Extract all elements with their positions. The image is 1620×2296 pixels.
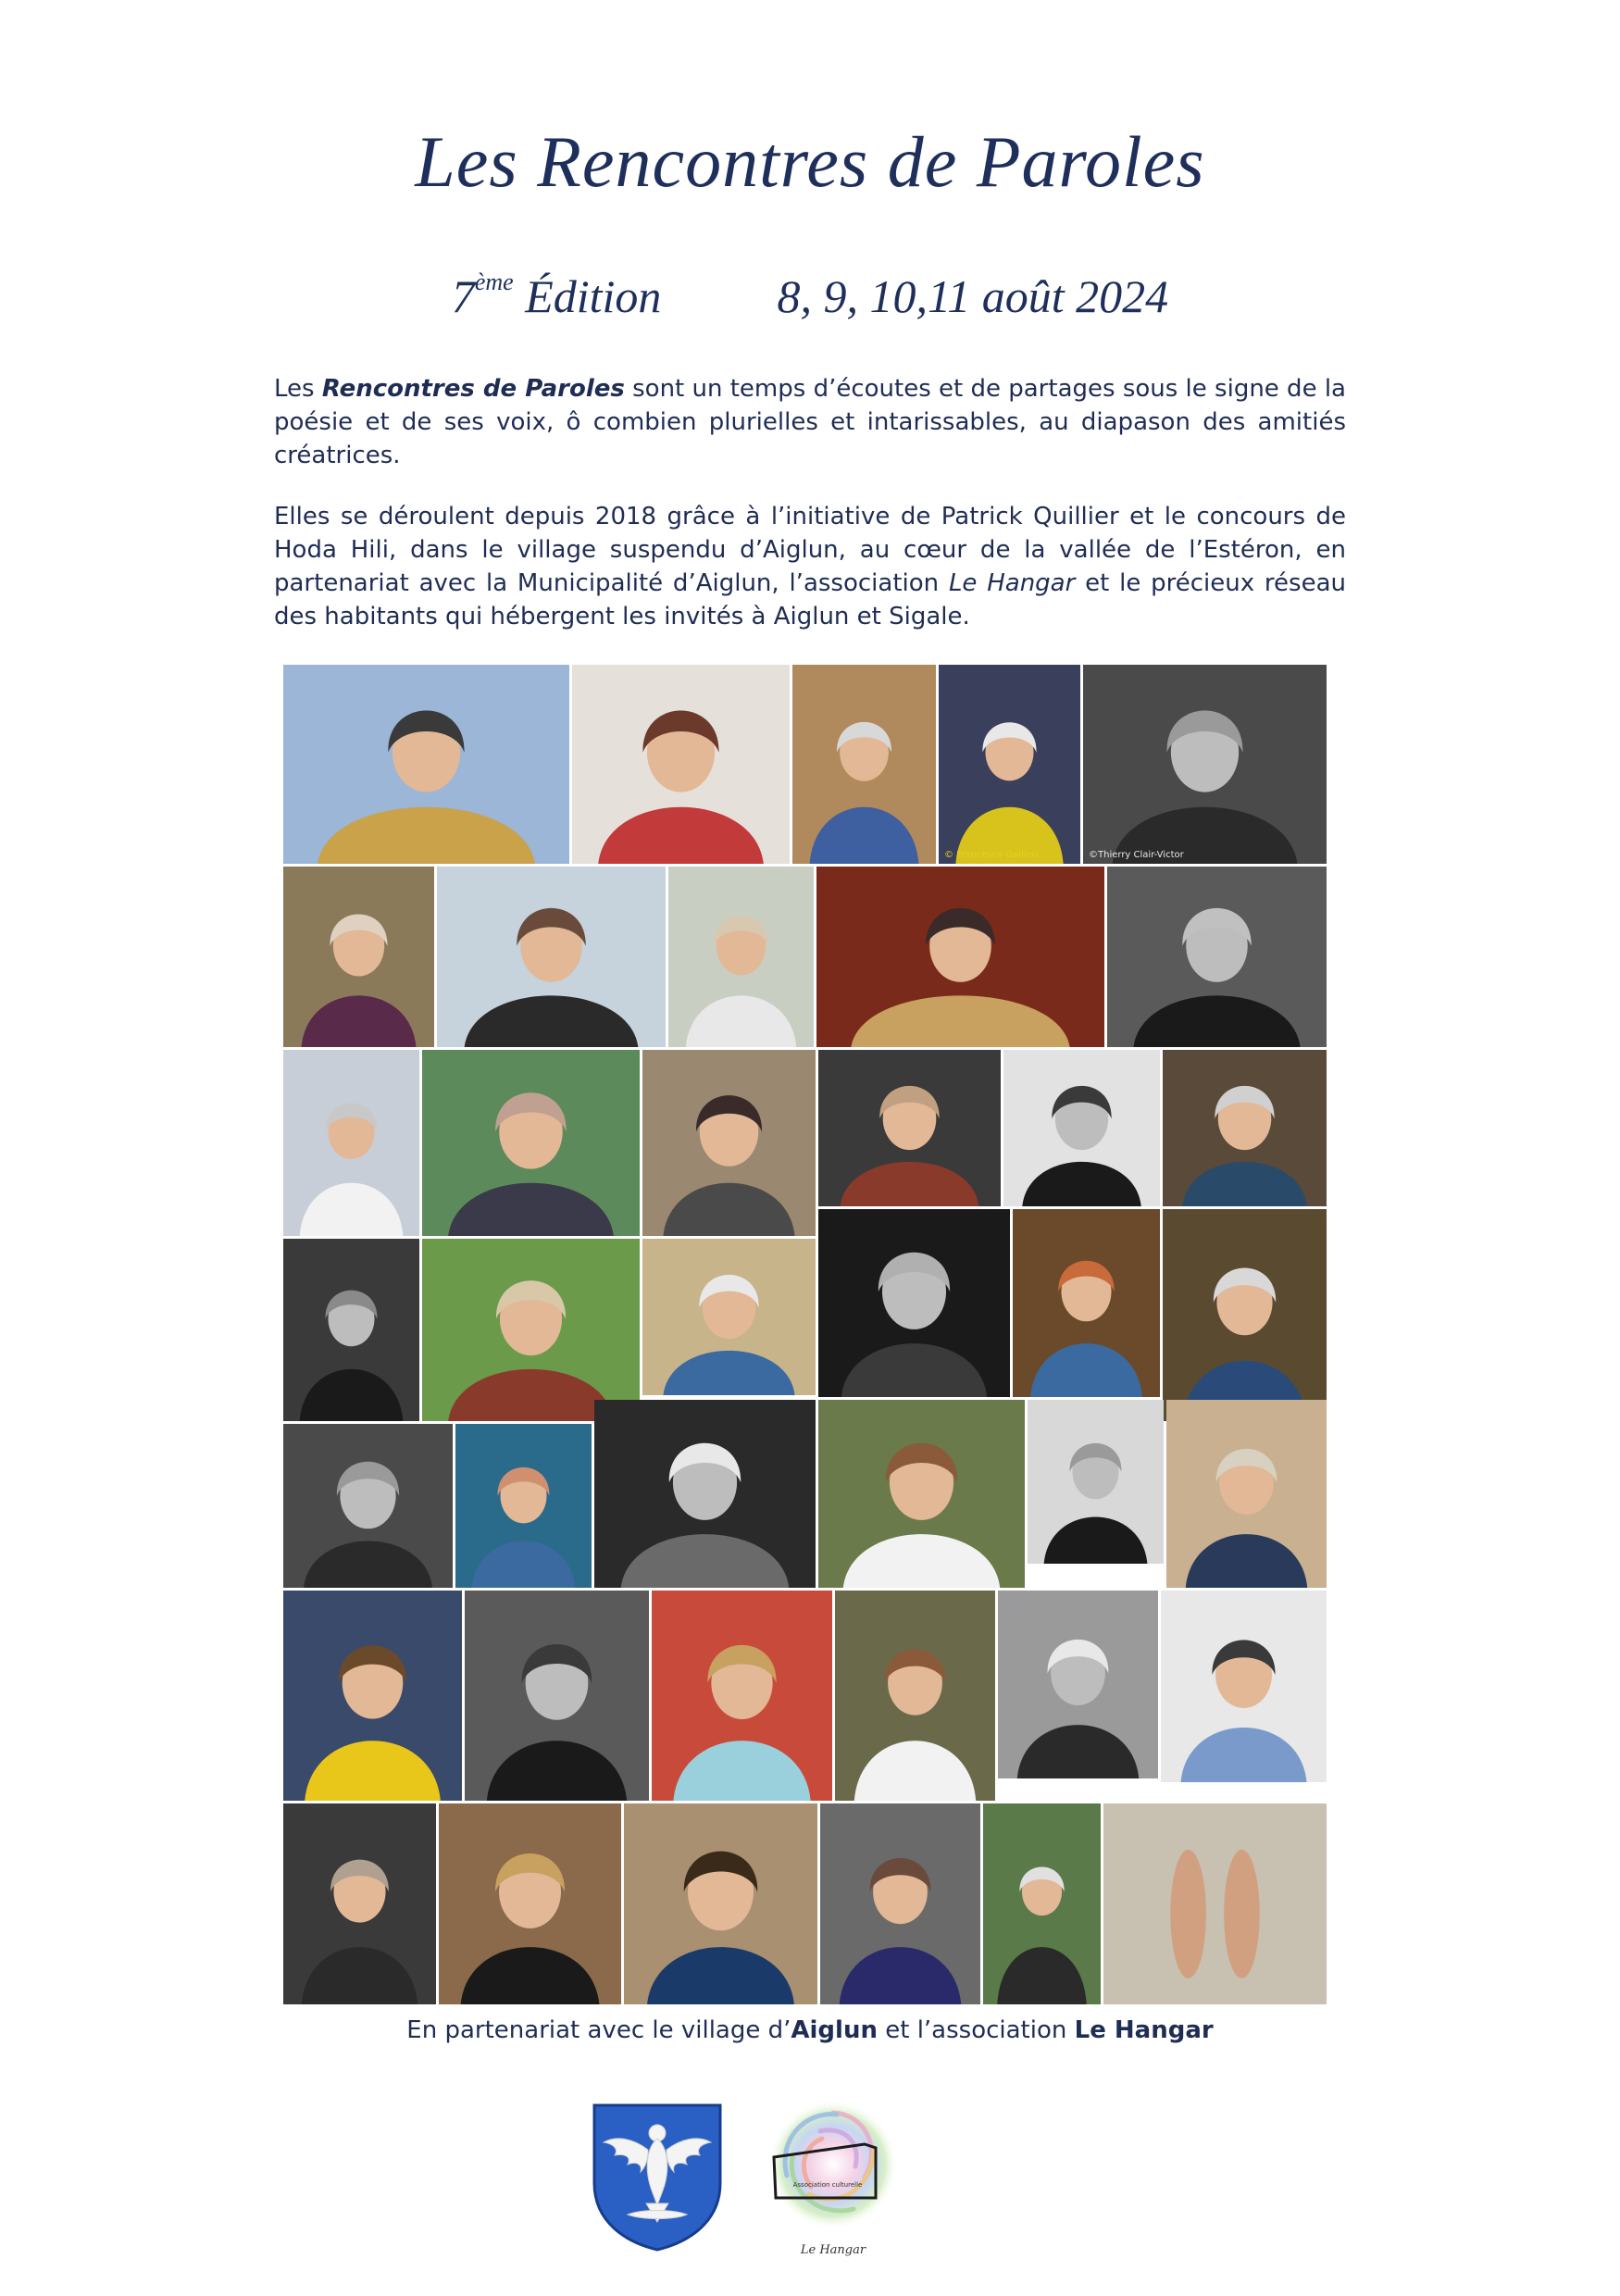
partner-association: Le Hangar	[1074, 2016, 1214, 2044]
hangar-logo-caption: Le Hangar	[800, 2243, 866, 2257]
aiglun-coat-of-arms-logo	[591, 2102, 724, 2253]
portrait-image	[437, 867, 666, 1047]
portrait-image	[1163, 1209, 1327, 1421]
portrait-image	[642, 1239, 816, 1395]
portrait-photo	[1163, 1050, 1327, 1206]
intro-p2-end: et le précieux réseau des habitants qui hébergent les invités à Aiglun et Sigale.	[274, 569, 1346, 630]
portrait-image	[818, 1400, 1025, 1588]
portrait-photo	[1103, 1803, 1327, 2004]
portrait-photo	[642, 1239, 816, 1395]
portrait-image	[652, 1591, 832, 1801]
event-name-emphasis: Rencontres de Paroles	[321, 375, 625, 403]
portrait-image	[1028, 1400, 1164, 1564]
portrait-photo	[437, 867, 666, 1047]
portrait-image	[835, 1591, 995, 1801]
portrait-photo	[1003, 1050, 1160, 1206]
portrait-image	[642, 1050, 816, 1236]
portrait-image	[792, 665, 936, 864]
portrait-image	[818, 1050, 1001, 1206]
intro-paragraph-1	[274, 372, 1346, 472]
portrait-image	[1163, 1050, 1327, 1206]
portrait-image	[465, 1591, 649, 1801]
portrait-photo	[983, 1803, 1101, 2004]
edition-line	[0, 268, 1620, 323]
association-name-italic: Le Hangar	[948, 569, 1076, 597]
page-title: Les Rencontres de Paroles	[415, 121, 1205, 202]
portrait-image	[422, 1050, 640, 1236]
portrait-photo	[439, 1803, 621, 2004]
portrait-image	[624, 1803, 817, 2004]
portrait-photo	[668, 867, 814, 1047]
intro-p1-rest: sont un temps d’écoutes et de partages sous le signe de la poésie et de ses voix, ô combien plurielles et intarissables, au diapason des amitiés créatrices.	[274, 375, 1346, 469]
portrait-image	[1103, 1803, 1327, 2004]
portrait-image	[283, 665, 569, 864]
le-hangar-association-logo	[765, 2094, 902, 2261]
portrait-image	[818, 1209, 1010, 1397]
portrait-photo	[465, 1591, 649, 1801]
portrait-photo	[818, 1050, 1001, 1206]
portrait-image	[283, 1591, 462, 1801]
portrait-image	[1161, 1591, 1327, 1782]
portrait-photo	[820, 1803, 980, 2004]
portrait-image	[983, 1803, 1101, 2004]
portrait-photo	[835, 1591, 995, 1801]
portrait-photo	[1166, 1400, 1327, 1588]
portrait-photo	[1028, 1400, 1164, 1564]
portrait-image	[939, 665, 1080, 864]
portrait-photo	[283, 665, 569, 864]
edition-number: 7	[451, 270, 475, 322]
portrait-image	[572, 665, 790, 864]
portrait-photo	[642, 1050, 816, 1236]
portrait-photo	[1163, 1209, 1327, 1421]
portrait-image	[820, 1803, 980, 2004]
portrait-photo	[1013, 1209, 1160, 1397]
intro-p2-start: Elles se déroulent depuis 2018 grâce à l’initiative de Patrick Quillier et le concours de Hoda Hili, dans le village suspendu d’Aiglun, au cœur de la vallée de l’Estéron, en partenariat avec la Municipalité d’Aiglun, l’association	[274, 503, 1346, 597]
portrait-photo	[818, 1209, 1010, 1397]
portrait-photo	[283, 867, 434, 1047]
intro-paragraph-2	[274, 500, 1346, 633]
portrait-photo	[283, 1239, 419, 1421]
portrait-image	[1083, 665, 1327, 864]
partner-village: Aiglun	[791, 2016, 878, 2044]
photo-collage	[283, 665, 1329, 2007]
portrait-photo	[455, 1424, 592, 1588]
portrait-photo	[283, 1050, 419, 1236]
portrait-image	[1013, 1209, 1160, 1397]
portrait-image	[422, 1239, 640, 1421]
intro-p1-start: Les	[274, 375, 322, 403]
portrait-image	[283, 1803, 436, 2004]
partner-text-mid: et l’association	[877, 2016, 1075, 2044]
portrait-image	[455, 1424, 592, 1588]
portrait-photo	[624, 1803, 817, 2004]
portrait-photo	[816, 867, 1104, 1047]
edition-word: Édition	[525, 270, 662, 322]
portrait-photo	[1107, 867, 1327, 1047]
event-dates: 8, 9, 10,11 août 2024	[777, 270, 1169, 322]
portrait-image	[283, 1424, 453, 1588]
portrait-image	[594, 1400, 816, 1588]
portrait-photo	[283, 1424, 453, 1588]
portrait-image	[283, 867, 434, 1047]
portrait-image	[1166, 1400, 1327, 1588]
portrait-image	[283, 1239, 419, 1421]
partner-line	[0, 2016, 1620, 2044]
portrait-photo	[283, 1591, 462, 1801]
portrait-image	[1107, 867, 1327, 1047]
portrait-photo	[422, 1050, 640, 1236]
partner-text-start: En partenariat avec le village d’	[406, 2016, 791, 2044]
portrait-photo	[594, 1400, 816, 1588]
portrait-image	[439, 1803, 621, 2004]
photo-credit: © Francesco Gallieri	[944, 850, 1039, 860]
portrait-image	[998, 1591, 1158, 1778]
edition-superscript: ème	[474, 268, 514, 295]
portrait-photo	[1161, 1591, 1327, 1782]
portrait-photo	[283, 1803, 436, 2004]
portrait-photo	[818, 1400, 1025, 1588]
portrait-photo	[998, 1591, 1158, 1778]
hangar-logo-small-text: Association culturelle	[792, 2181, 863, 2189]
portrait-photo	[422, 1239, 640, 1421]
portrait-photo	[939, 665, 1080, 864]
portrait-photo	[792, 665, 936, 864]
photo-credit: ©Thierry Clair-Victor	[1089, 850, 1184, 860]
portrait-photo	[572, 665, 790, 864]
portrait-image	[283, 1050, 419, 1236]
portrait-image	[1003, 1050, 1160, 1206]
portrait-photo	[1083, 665, 1327, 864]
portrait-photo	[652, 1591, 832, 1801]
portrait-image	[816, 867, 1104, 1047]
portrait-image	[668, 867, 814, 1047]
